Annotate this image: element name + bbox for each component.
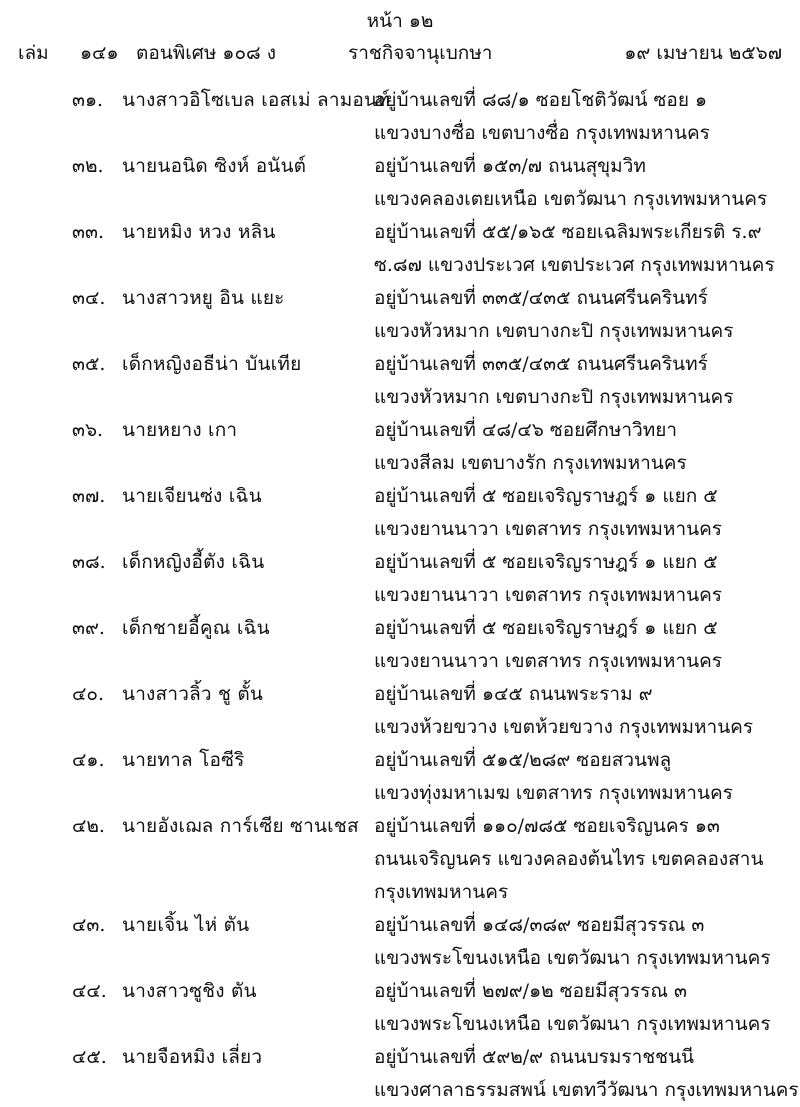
list-item <box>0 480 800 546</box>
entry-number: ๔๔. <box>72 980 107 1002</box>
list-item <box>0 909 800 975</box>
entry-name: เด็กหญิงอธีน่า บันเทีย <box>122 353 302 375</box>
gazette-header <box>18 38 782 64</box>
entry-name: นายนอนิด ซิงห์ อนันต์ <box>122 155 307 177</box>
list-item <box>0 546 800 612</box>
entry-name: เด็กหญิงอี้ตัง เฉิน <box>122 551 265 573</box>
entry-address <box>374 678 774 744</box>
entry-number: ๓๕. <box>72 353 106 375</box>
address-line: ซ.๘๗ แขวงประเวศ เขตประเวศ กรุงเทพมหานคร <box>374 254 775 276</box>
volume-label: เล่ม <box>18 42 49 64</box>
address-line: อยู่บ้านเลขที่ ๕ ซอยเจริญราษฎร์ ๑ แยก ๕ <box>374 485 718 507</box>
entry-number: ๓๔. <box>72 287 106 309</box>
address-line: แขวงห้วยขวาง เขตห้วยขวาง กรุงเทพมหานคร <box>374 716 754 738</box>
entry-name: นายหยาง เกา <box>122 419 238 441</box>
entry-list <box>0 84 800 1107</box>
entry-address <box>374 810 774 909</box>
entry-address <box>374 480 774 546</box>
list-item <box>0 282 800 348</box>
address-line: อยู่บ้านเลขที่ ๕๕/๑๖๕ ซอยเฉลิมพระเกียรติ ร.๙ <box>374 221 762 243</box>
publication-date: ๑๙ เมษายน ๒๕๖๗ <box>624 42 782 64</box>
address-line: แขวงหัวหมาก เขตบางกะปิ กรุงเทพมหานคร <box>374 320 734 342</box>
address-line: แขวงพระโขนงเหนือ เขตวัฒนา กรุงเทพมหานคร <box>374 947 771 969</box>
entry-name: นายเจียนซ่ง เฉิน <box>122 485 262 507</box>
entry-address <box>374 975 774 1041</box>
address-line: แขวงบางซื่อ เขตบางซื่อ กรุงเทพมหานคร <box>374 122 710 144</box>
entry-number: ๓๙. <box>72 617 105 639</box>
entry-number: ๓๑. <box>72 89 104 111</box>
list-item <box>0 612 800 678</box>
address-line: อยู่บ้านเลขที่ ๑๔๕ ถนนพระราม ๙ <box>374 683 653 705</box>
entry-address <box>374 150 774 216</box>
entry-address <box>374 1041 799 1107</box>
address-line: แขวงยานนาวา เขตสาทร กรุงเทพมหานคร <box>374 584 723 606</box>
address-line: อยู่บ้านเลขที่ ๕ ซอยเจริญราษฎร์ ๑ แยก ๕ <box>374 551 718 573</box>
entry-address <box>374 744 774 810</box>
address-line: แขวงพระโขนงเหนือ เขตวัฒนา กรุงเทพมหานคร <box>374 1013 771 1035</box>
entry-number: ๓๖. <box>72 419 104 441</box>
entry-address <box>374 909 774 975</box>
entry-name: นายจือหมิง เลี่ยว <box>122 1046 263 1068</box>
entry-name: นางสาวซูชิง ตัน <box>122 980 257 1002</box>
entry-address <box>374 414 774 480</box>
address-line: อยู่บ้านเลขที่ ๔๘/๔๖ ซอยศึกษาวิทยา <box>374 419 678 441</box>
entry-address <box>374 546 774 612</box>
address-line: อยู่บ้านเลขที่ ๑๕๓/๗ ถนนสุขุมวิท <box>374 155 646 177</box>
entry-name: นายเจิ้น ไห่ ตัน <box>122 914 250 936</box>
entry-number: ๓๒. <box>72 155 104 177</box>
list-item <box>0 678 800 744</box>
entry-number: ๔๐. <box>72 683 105 705</box>
list-item <box>0 1041 800 1107</box>
address-line: อยู่บ้านเลขที่ ๑๔๘/๓๘๙ ซอยมีสุวรรณ ๓ <box>374 914 705 936</box>
address-line: อยู่บ้านเลขที่ ๕๙๒/๙ ถนนบรมราชชนนี <box>374 1046 695 1068</box>
list-item <box>0 216 800 282</box>
address-line: อยู่บ้านเลขที่ ๒๗๙/๑๒ ซอยมีสุวรรณ ๓ <box>374 980 687 1002</box>
entry-name: นางสาวอิโซเบล เอสเม่ ลามอนท์ <box>122 89 390 111</box>
address-line: แขวงยานนาวา เขตสาทร กรุงเทพมหานคร <box>374 650 723 672</box>
entry-name: นายหมิง หวง หลิน <box>122 221 276 243</box>
entry-name: นางสาวหยู อิน แยะ <box>122 287 285 309</box>
list-item <box>0 810 800 909</box>
list-item <box>0 150 800 216</box>
entry-address <box>374 348 774 414</box>
address-line: แขวงศาลาธรรมสพน์ เขตทวีวัฒนา กรุงเทพมหานคร <box>374 1079 799 1101</box>
entry-number: ๔๑. <box>72 749 105 771</box>
entry-name: เด็กชายอี้คูณ เฉิน <box>122 617 270 639</box>
volume-number: ๑๔๑ <box>80 42 119 64</box>
address-line: อยู่บ้านเลขที่ ๕๑๕/๒๘๙ ซอยสวนพลู <box>374 749 672 771</box>
address-line: ถนนเจริญนคร แขวงคลองต้นไทร เขตคลองสาน <box>374 848 764 870</box>
entry-name: นายอังเฌล การ์เซีย ซานเชส <box>122 815 359 837</box>
address-line: อยู่บ้านเลขที่ ๓๓๕/๔๓๕ ถนนศรีนครินทร์ <box>374 353 708 375</box>
list-item <box>0 348 800 414</box>
entry-number: ๔๒. <box>72 815 105 837</box>
address-line: อยู่บ้านเลขที่ ๓๓๕/๔๓๕ ถนนศรีนครินทร์ <box>374 287 708 309</box>
address-line: แขวงหัวหมาก เขตบางกะปิ กรุงเทพมหานคร <box>374 386 734 408</box>
entry-number: ๓๘. <box>72 551 106 573</box>
list-item <box>0 975 800 1041</box>
entry-name: นายทาล โอซีริ <box>122 749 245 771</box>
entry-number: ๔๕. <box>72 1046 107 1068</box>
entry-number: ๓๓. <box>72 221 105 243</box>
list-item <box>0 744 800 810</box>
section-label: ตอนพิเศษ ๑๐๘ ง <box>136 42 277 64</box>
address-line: อยู่บ้านเลขที่ ๘๘/๑ ซอยโชติวัฒน์ ซอย ๑ <box>374 89 708 111</box>
address-line: กรุงเทพมหานคร <box>374 881 509 903</box>
agency-name: ราชกิจจานุเบกษา <box>348 42 493 64</box>
address-line: แขวงคลองเตยเหนือ เขตวัฒนา กรุงเทพมหานคร <box>374 188 768 210</box>
address-line: แขวงสีลม เขตบางรัก กรุงเทพมหานคร <box>374 452 687 474</box>
entry-address <box>374 282 774 348</box>
entry-number: ๔๓. <box>72 914 106 936</box>
entry-address <box>374 84 774 150</box>
address-line: อยู่บ้านเลขที่ ๑๑๐/๗๘๕ ซอยเจริญนคร ๑๓ <box>374 815 720 837</box>
list-item <box>0 414 800 480</box>
address-line: แขวงยานนาวา เขตสาทร กรุงเทพมหานคร <box>374 518 723 540</box>
entry-address <box>374 216 774 282</box>
page-number: หน้า ๑๒ <box>366 10 434 32</box>
list-item <box>0 84 800 150</box>
entry-address <box>374 612 774 678</box>
entry-number: ๓๗. <box>72 485 106 507</box>
entry-name: นางสาวลิ้ว ชู ตั้น <box>122 683 264 705</box>
address-line: อยู่บ้านเลขที่ ๕ ซอยเจริญราษฎร์ ๑ แยก ๕ <box>374 617 718 639</box>
address-line: แขวงทุ่งมหาเมฆ เขตสาทร กรุงเทพมหานคร <box>374 782 733 804</box>
